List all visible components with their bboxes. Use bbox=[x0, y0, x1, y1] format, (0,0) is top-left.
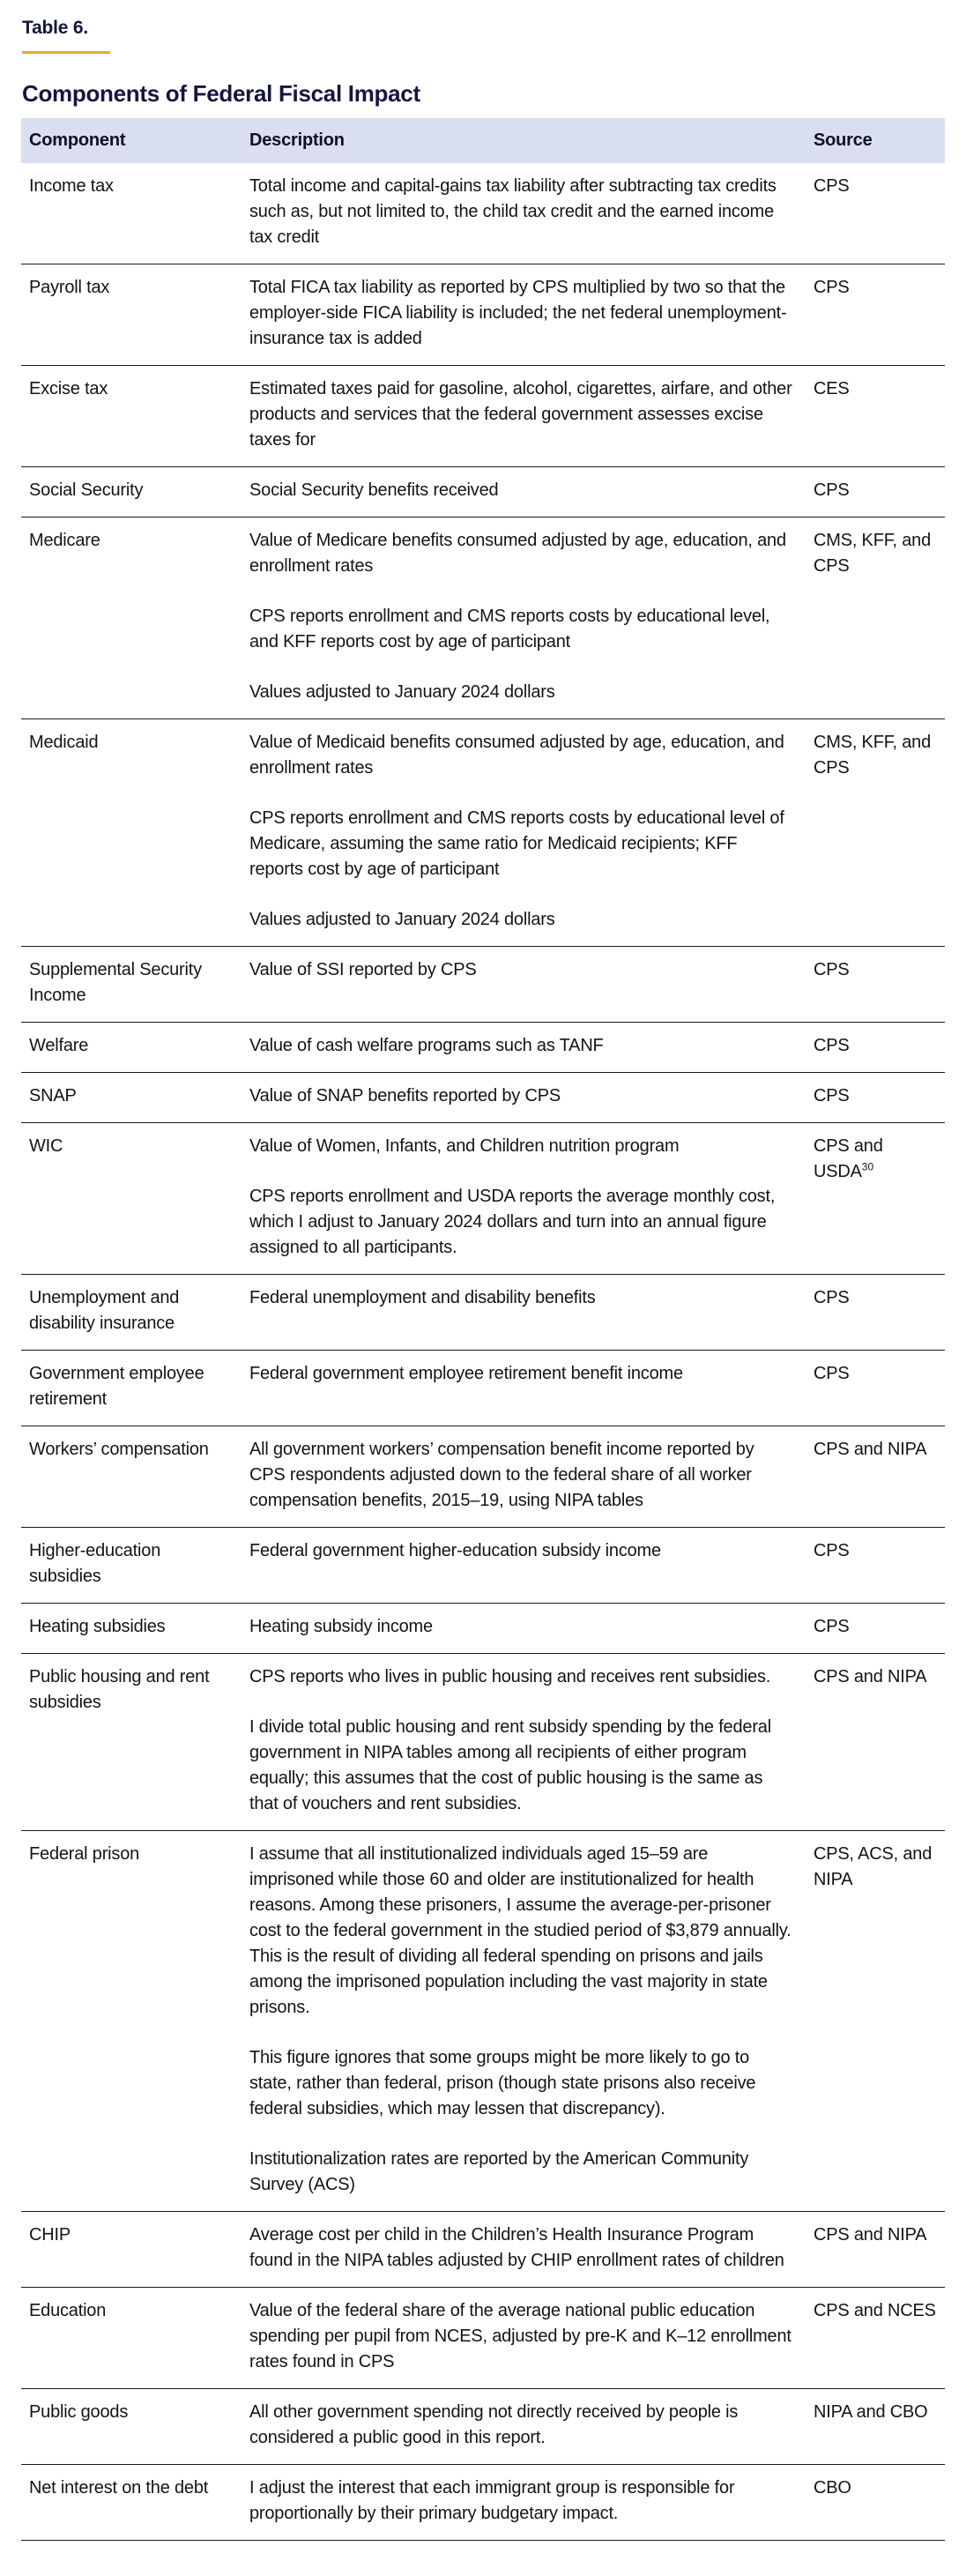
source-text: NIPA and CBO bbox=[814, 2402, 928, 2422]
source-cell bbox=[806, 1351, 945, 1426]
table-row bbox=[21, 1528, 945, 1604]
description-cell bbox=[242, 1528, 806, 1604]
component-cell: Education bbox=[21, 2288, 242, 2389]
description-cell bbox=[242, 2212, 806, 2288]
description-cell bbox=[242, 2288, 806, 2389]
description-paragraph: Federal unemployment and disability benefits bbox=[249, 1288, 596, 1307]
description-paragraph: CPS reports who lives in public housing and receives rent subsidies. bbox=[249, 1667, 771, 1686]
component-cell: Income tax bbox=[29, 176, 114, 196]
source-cell bbox=[806, 1023, 945, 1073]
source-text: CPS and NIPA bbox=[814, 2225, 927, 2245]
table-row bbox=[21, 947, 945, 1023]
source-text: CPS and NCES bbox=[814, 2301, 936, 2320]
component-cell: Medicare bbox=[21, 517, 242, 719]
table-header bbox=[21, 118, 945, 163]
source-cell bbox=[806, 2288, 945, 2389]
description-cell bbox=[242, 1604, 806, 1654]
component-cell: Net interest on the debt bbox=[21, 2465, 242, 2541]
source-text: CPS, ACS, and NIPA bbox=[814, 1844, 933, 1889]
source-cell bbox=[806, 1275, 945, 1351]
component-cell: Medicaid bbox=[21, 719, 242, 947]
source-cell bbox=[806, 1426, 945, 1528]
source-text: CPS bbox=[814, 278, 850, 297]
description-cell bbox=[242, 1275, 806, 1351]
description-cell bbox=[242, 719, 806, 947]
description-cell bbox=[242, 517, 806, 719]
table-row bbox=[21, 163, 945, 264]
source-cell bbox=[806, 1654, 945, 1831]
description-paragraph: Value of Women, Infants, and Children nutrition program bbox=[249, 1136, 680, 1156]
component-cell: CHIP bbox=[21, 2212, 242, 2288]
description-paragraph: Value of SNAP benefits reported by CPS bbox=[249, 1086, 561, 1106]
description-paragraph: Value of the federal share of the average national public education spending per pupil from NCES, adjusted by pre-K and K–12 enrollment rates found in CPS bbox=[249, 2301, 791, 2371]
description-paragraph: Value of Medicare benefits consumed adjusted by age, education, and enrollment rates bbox=[249, 531, 786, 576]
source-text: CPS bbox=[814, 1364, 850, 1383]
source-cell bbox=[806, 163, 945, 264]
table-body bbox=[21, 163, 945, 2541]
description-paragraph: I divide total public housing and rent subsidy spending by the federal government in NIPA tables among all recipients of either program equally; this assumes that the cost of public housing is the same as that of vouchers and rent subsidies. bbox=[249, 1717, 771, 1813]
page-title: Components of Federal Fiscal Impact bbox=[22, 80, 420, 107]
component-cell: WIC bbox=[21, 1123, 242, 1275]
description-paragraph: Value of SSI reported by CPS bbox=[249, 960, 477, 979]
description-paragraph: Federal government employee retirement benefit income bbox=[249, 1364, 683, 1383]
description-cell bbox=[242, 366, 806, 467]
source-cell bbox=[806, 1073, 945, 1123]
source-text: CPS bbox=[814, 480, 850, 500]
description-paragraph: Value of Medicaid benefits consumed adjusted by age, education, and enrollment rates bbox=[249, 733, 784, 778]
source-text: CPS bbox=[814, 960, 850, 979]
table-row bbox=[21, 2389, 945, 2465]
description-paragraph: Values adjusted to January 2024 dollars bbox=[249, 682, 555, 702]
source-cell bbox=[806, 467, 945, 517]
description-paragraph: I adjust the interest that each immigrant group is responsible for proportionally by their primary budgetary impact. bbox=[249, 2478, 735, 2523]
table-row bbox=[21, 467, 945, 517]
component-cell: Public housing and rent subsidies bbox=[21, 1654, 242, 1831]
column-header-component: Component bbox=[21, 118, 242, 163]
description-paragraph: CPS reports enrollment and USDA reports the average monthly cost, which I adjust to January 2024 dollars and turn into an annual figure assigned to all participants. bbox=[249, 1187, 776, 1257]
table-row bbox=[21, 1351, 945, 1426]
source-text: CMS, KFF, and CPS bbox=[814, 531, 931, 576]
table-row bbox=[21, 1023, 945, 1073]
description-cell bbox=[242, 264, 806, 366]
table-row bbox=[21, 2288, 945, 2389]
fiscal-impact-table bbox=[21, 118, 945, 2541]
description-paragraph: CPS reports enrollment and CMS reports costs by educational level of Medicare, assuming the same ratio for Medicaid recipients; KFF reports cost by age of participant bbox=[249, 808, 784, 879]
source-text: CBO bbox=[814, 2478, 851, 2498]
description-cell bbox=[242, 163, 806, 264]
description-cell bbox=[242, 1831, 806, 2212]
description-paragraph: CPS reports enrollment and CMS reports costs by educational level, and KFF reports cost by age of participant bbox=[249, 607, 770, 651]
source-cell bbox=[806, 1528, 945, 1604]
description-paragraph: Institutionalization rates are reported by the American Community Survey (ACS) bbox=[249, 2149, 749, 2194]
description-paragraph: Total FICA tax liability as reported by CPS multiplied by two so that the employer-side FICA liability is included; the net federal unemployment-insurance tax is added bbox=[249, 278, 787, 348]
component-cell: Excise tax bbox=[21, 366, 242, 467]
header-row bbox=[21, 118, 945, 163]
source-cell bbox=[806, 2212, 945, 2288]
component-cell: Supplemental Security Income bbox=[21, 947, 242, 1023]
table-row bbox=[21, 1275, 945, 1351]
table-row bbox=[21, 517, 945, 719]
source-cell bbox=[806, 2389, 945, 2465]
description-cell bbox=[242, 467, 806, 517]
component-cell: Federal prison bbox=[21, 1831, 242, 2212]
description-cell bbox=[242, 1123, 806, 1275]
source-text: CPS bbox=[814, 1086, 850, 1106]
description-paragraph: All other government spending not directly received by people is considered a public good in this report. bbox=[249, 2402, 739, 2447]
source-text: CPS bbox=[814, 176, 850, 196]
source-cell bbox=[806, 719, 945, 947]
column-header-source: Source bbox=[806, 118, 945, 163]
description-paragraph: Federal government higher-education subsidy income bbox=[249, 1541, 661, 1560]
table-row bbox=[21, 1123, 945, 1275]
component-cell: Heating subsidies bbox=[21, 1604, 242, 1654]
source-text: CPS bbox=[814, 1036, 850, 1055]
source-cell bbox=[806, 1604, 945, 1654]
table-row bbox=[21, 1073, 945, 1123]
component-cell: Workers’ compensation bbox=[21, 1426, 242, 1528]
description-cell bbox=[242, 1023, 806, 1073]
table-row bbox=[21, 2465, 945, 2541]
accent-rule bbox=[22, 51, 110, 54]
source-text: CPS bbox=[814, 1617, 850, 1636]
component-cell: SNAP bbox=[21, 1073, 242, 1123]
source-cell bbox=[806, 947, 945, 1023]
description-paragraph: Value of cash welfare programs such as TANF bbox=[249, 1036, 604, 1055]
description-cell bbox=[242, 1426, 806, 1528]
source-cell bbox=[806, 517, 945, 719]
table-row bbox=[21, 1426, 945, 1528]
description-paragraph: This figure ignores that some groups might be more likely to go to state, rather than federal, prison (though state prisons also receive federal subsidies, which may lessen that discrepancy). bbox=[249, 2048, 756, 2118]
source-text: CES bbox=[814, 379, 850, 398]
description-paragraph: I assume that all institutionalized individuals aged 15–59 are imprisoned while those 60 and older are institutionalized for health reasons. Among these prisoners, I assume the average-per-prisoner cost to the federal government in the studied period of $3,879 annually. This is the result of dividing all federal spending on prisons and jails among the imprisoned population including the vast majority in state prisons. bbox=[249, 1844, 791, 2017]
source-text: CPS bbox=[814, 1541, 850, 1560]
component-cell: Social Security bbox=[21, 467, 242, 517]
description-paragraph: Heating subsidy income bbox=[249, 1617, 433, 1636]
description-paragraph: All government workers’ compensation benefit income reported by CPS respondents adjusted down to the federal share of all worker compensation benefits, 2015–19, using NIPA tables bbox=[249, 1440, 754, 1510]
source-cell bbox=[806, 1123, 945, 1275]
description-paragraph: Social Security benefits received bbox=[249, 480, 499, 500]
source-cell bbox=[806, 366, 945, 467]
table-row bbox=[21, 264, 945, 366]
description-cell bbox=[242, 1351, 806, 1426]
description-cell bbox=[242, 947, 806, 1023]
source-text: CPS bbox=[814, 1288, 850, 1307]
description-cell bbox=[242, 2389, 806, 2465]
table-row bbox=[21, 1604, 945, 1654]
table-row bbox=[21, 1654, 945, 1831]
footnote-ref: 30 bbox=[861, 1160, 874, 1173]
table-row bbox=[21, 366, 945, 467]
source-text: CMS, KFF, and CPS bbox=[814, 733, 931, 778]
source-text: CPS and USDA bbox=[814, 1136, 883, 1181]
description-cell bbox=[242, 1073, 806, 1123]
table-label: Table 6. bbox=[22, 18, 89, 38]
source-text: CPS and NIPA bbox=[814, 1667, 927, 1686]
table-row bbox=[21, 719, 945, 947]
source-cell bbox=[806, 264, 945, 366]
source-cell bbox=[806, 1831, 945, 2212]
description-cell bbox=[242, 1654, 806, 1831]
description-paragraph: Estimated taxes paid for gasoline, alcohol, cigarettes, airfare, and other products and services that the federal government assesses excise taxes for bbox=[249, 379, 792, 450]
component-cell: Payroll tax bbox=[21, 264, 242, 366]
component-cell: Welfare bbox=[21, 1023, 242, 1073]
source-text: CPS and NIPA bbox=[814, 1440, 927, 1459]
description-paragraph: Average cost per child in the Children’s Health Insurance Program found in the NIPA tables adjusted by CHIP enrollment rates of children bbox=[249, 2225, 784, 2270]
table-row bbox=[21, 1831, 945, 2212]
column-header-description: Description bbox=[242, 118, 806, 163]
component-cell: Public goods bbox=[21, 2389, 242, 2465]
table-row bbox=[21, 2212, 945, 2288]
source-cell bbox=[806, 2465, 945, 2541]
description-paragraph: Total income and capital-gains tax liability after subtracting tax credits such as, but not limited to, the child tax credit and the earned income tax credit bbox=[249, 176, 777, 247]
description-paragraph: Values adjusted to January 2024 dollars bbox=[249, 910, 555, 929]
component-cell: Higher-education subsidies bbox=[21, 1528, 242, 1604]
component-cell: Unemployment and disability insurance bbox=[21, 1275, 242, 1351]
component-cell: Government employee retirement bbox=[21, 1351, 242, 1426]
description-cell bbox=[242, 2465, 806, 2541]
